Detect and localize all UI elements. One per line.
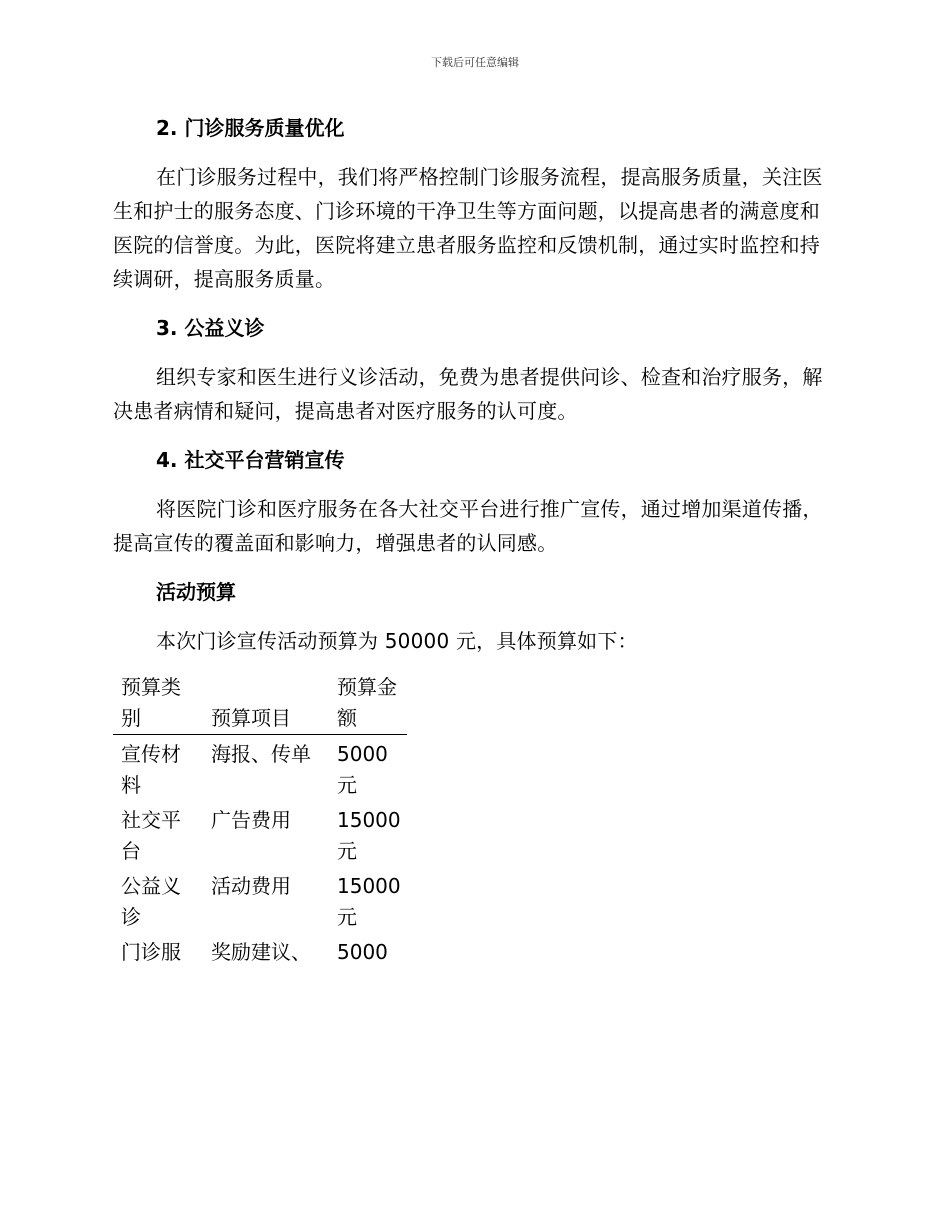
table-cell-item: 广告费用 (211, 808, 291, 832)
section-heading-budget: 活动预算 (156, 580, 236, 604)
table-row (113, 933, 407, 968)
table-cell-item: 奖励建议、 (211, 940, 311, 964)
table-cell-amount: 15000元 (337, 808, 401, 863)
table-row (113, 735, 407, 802)
table-cell-amount: 5000元 (337, 742, 388, 797)
table-cell-item: 海报、传单 (211, 742, 311, 766)
budget-table-header-category: 预算类别 (113, 672, 203, 735)
table-row (113, 801, 407, 867)
section-heading-social-marketing: 4. 社交平台营销宣传 (156, 448, 345, 472)
section-heading-service-quality: 2. 门诊服务质量优化 (156, 116, 345, 140)
table-row (113, 867, 407, 933)
table-cell-category: 公益义诊 (121, 874, 181, 929)
header-note: 下载后可任意编辑 (431, 56, 519, 69)
table-cell-category: 门诊服 (121, 940, 181, 964)
budget-table-header-item: 预算项目 (203, 672, 329, 735)
table-cell-amount: 5000 (337, 940, 388, 964)
table-cell-category: 社交平台 (121, 808, 181, 863)
section-paragraph-service-quality: 在门诊服务过程中，我们将严格控制门诊服务流程，提高服务质量，关注医生和护士的服务态度、门诊环境的干净卫生等方面问题，以提高患者的满意度和医院的信誉度。为此，医院将建立患者服务监控和反馈机制，通过实时监控和持续调研，提高服务质量。 (113, 165, 823, 291)
table-cell-amount: 15000元 (337, 874, 401, 929)
budget-table (113, 672, 407, 968)
section-paragraph-budget: 本次门诊宣传活动预算为 50000 元，具体预算如下： (156, 629, 638, 653)
budget-table-header-amount: 预算金额 (329, 672, 407, 735)
budget-table-header-row (113, 672, 407, 735)
section-paragraph-social-marketing: 将医院门诊和医疗服务在各大社交平台进行推广宣传，通过增加渠道传播，提高宣传的覆盖面和影响力，增强患者的认同感。 (113, 497, 823, 555)
document-content (113, 112, 833, 968)
table-cell-category: 宣传材料 (121, 742, 181, 797)
table-cell-item: 活动费用 (211, 874, 291, 898)
section-paragraph-free-clinic: 组织专家和医生进行义诊活动，免费为患者提供问诊、检查和治疗服务，解决患者病情和疑问，提高患者对医疗服务的认可度。 (113, 365, 823, 423)
section-heading-free-clinic: 3. 公益义诊 (156, 316, 265, 340)
